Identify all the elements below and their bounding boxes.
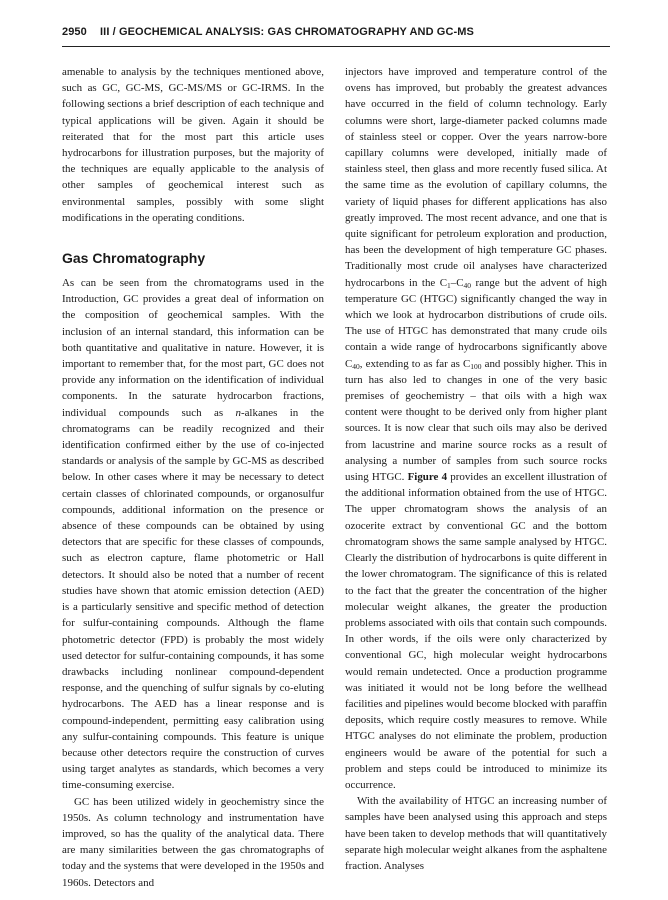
intro-paragraph: amenable to analysis by the techniques mentioned above, such as GC, GC-MS, GC-MS/MS or GC-IRMS. In the following sections a brief description of each technique and typical applications will be given. Again it should be reiterated that for the most part this article uses hydrocarbons for illustration purposes, but the majority of the techniques are equally applicable to the analysis of other samples of geochemical interest such as environmental samples, possibly with some slight modifications in the operating conditions. — [62, 66, 324, 224]
figure-4-link[interactable]: Figure 4 — [407, 471, 448, 484]
n-italic: n — [235, 406, 241, 419]
gc-paragraph-1-part-b: -alkanes in the chromatograms can be readily recognized and their identification confirmed either by the use of co-injected standards or analysis of the sample by GC-MS as described below. In other cases where it may be necessary to detect certain classes of chlorinated compounds, or organosulfur compounds, additional information on the presence or absence of these compounds can be obtained by using detectors that are specific for these classes of compounds, such as electron capture, flame photometric or Hall detectors. It should also be noted that a number of recent studies have shown that atomic emission detection (AED) is a particularly sensitive and specific method of detection for sulfur-containing compounds. Although the flame photometric detector (FPD) is probably the most widely used detector for sulfur-containing compounds, it has some drawbacks including nonlinear compound-dependent response, and the quenching of sulfur signals by co-eluting hydrocarbons. The AED has a linear response and is compound-independent, permitting easy calibration using any sulfur-containing compounds. This feature is unique because other detectors require the construction of curves using target analytes as standards, which becomes a very time-consuming exercise. — [62, 406, 325, 792]
htgc-paragraph-2: With the availability of HTGC an increasing number of samples have been analysed using this approach and steps have been taken to develop methods that will quantitatively separate high molecular weight alkanes from the asphaltene fraction. Analyses — [345, 795, 607, 872]
section-heading: Gas Chromatography — [62, 250, 206, 267]
text-run: , extending to as far as C — [359, 357, 471, 370]
subscript: 40 — [352, 361, 360, 371]
text-run: provides an excellent illustration of the additional information obtained from the use of HTGC. The upper chromatogram shows the analysis of an ozocerite extract by conventional GC and the bottom chromatogram shows the same sample analysed by HTGC. Clearly the distribution of hydrocarbons is quite different in the lower chromatogram. The significance of this is related to the fact that the greater the concentration of the higher molecular weight alkanes, the greater the production problems associated with oils that contain such compounds. In other words, if the oils were only characterized by conventional GC, high molecular weight hydrocarbons would remain undetected. Once a production programme was initiated it would not be long before the wellhead facilities and pipelines would become blocked with paraffin deposits, which require costly measures to remove. While HTGC analyses do not eliminate the problem, production engineers would be aware of the potential for such a problem and steps could be introduced to minimize its occurrence. — [345, 471, 607, 791]
right-column — [345, 64, 607, 874]
running-header — [62, 26, 610, 44]
subscript: 40 — [463, 280, 472, 290]
gc-paragraph-1-part-a: As can be seen from the chromatograms used in the Introduction, GC provides a great deal of information on the composition of geochemical samples. With the inclusion of an internal standard, this information can be both quantitative and qualitative in nature. However, it is important to remember that, for the most part, GC does not provide any information on the identification of individual components. In the saturate hydrocarbon fractions, individual compounds such as — [62, 277, 324, 419]
text-run: injectors have improved and temperature control of the ovens has improved, but probably the greatest advances have occurred in the field of column technology. Early columns were short, large-diameter packed columns made of stainless steel or copper. Over the years narrow-bore capillary columns were developed, initially made of stainless steel, then glass and more recently fused silica. At the same time as the evolution of capillary columns, the variety of liquid phases for different applications has also greatly improved. The most recent advance, and one that is quite significant for petroleum exploration and production, has been the development of high temperature GC phases. Traditionally most crude oil analyses have characterized hydrocarbons in the C — [345, 66, 607, 289]
left-column — [62, 64, 324, 891]
text-run: range but the advent of high temperature GC (HTGC) significantly changed the way in which we look at hydrocarbon distributions of crude oils. The use of HTGC has demonstrated that many crude oils contain a wide range of hydrocarbons significantly above C — [345, 276, 607, 370]
column-tech-paragraph — [345, 64, 607, 793]
header-rule — [62, 46, 610, 47]
text-run: –C — [450, 276, 464, 289]
running-title: III / GEOCHEMICAL ANALYSIS: GAS CHROMATOGRAPHY AND GC-MS — [100, 26, 474, 38]
subscript: 100 — [470, 361, 482, 371]
text-run: and possibly higher. This in turn has also led to changes in one of the very basic premises of geochemistry – that oils with a high wax content were thought to be derived only from higher plant sources. It is now clear that such oils may also be derived from lacustrine and marine source rocks as a result of analysing a number of samples from such source rocks using HTGC. — [345, 357, 607, 484]
gc-paragraph-1 — [62, 275, 324, 794]
subscript: 1 — [447, 280, 451, 290]
page-number: 2950 — [62, 26, 87, 38]
gc-paragraph-2: GC has been utilized widely in geochemistry since the 1950s. As column technology and instrumentation have improved, so has the quality of the analytical data. There are many similarities between the gas chromatographs of today and the systems that were developed in the 1950s and 1960s. Detectors and — [62, 795, 324, 889]
